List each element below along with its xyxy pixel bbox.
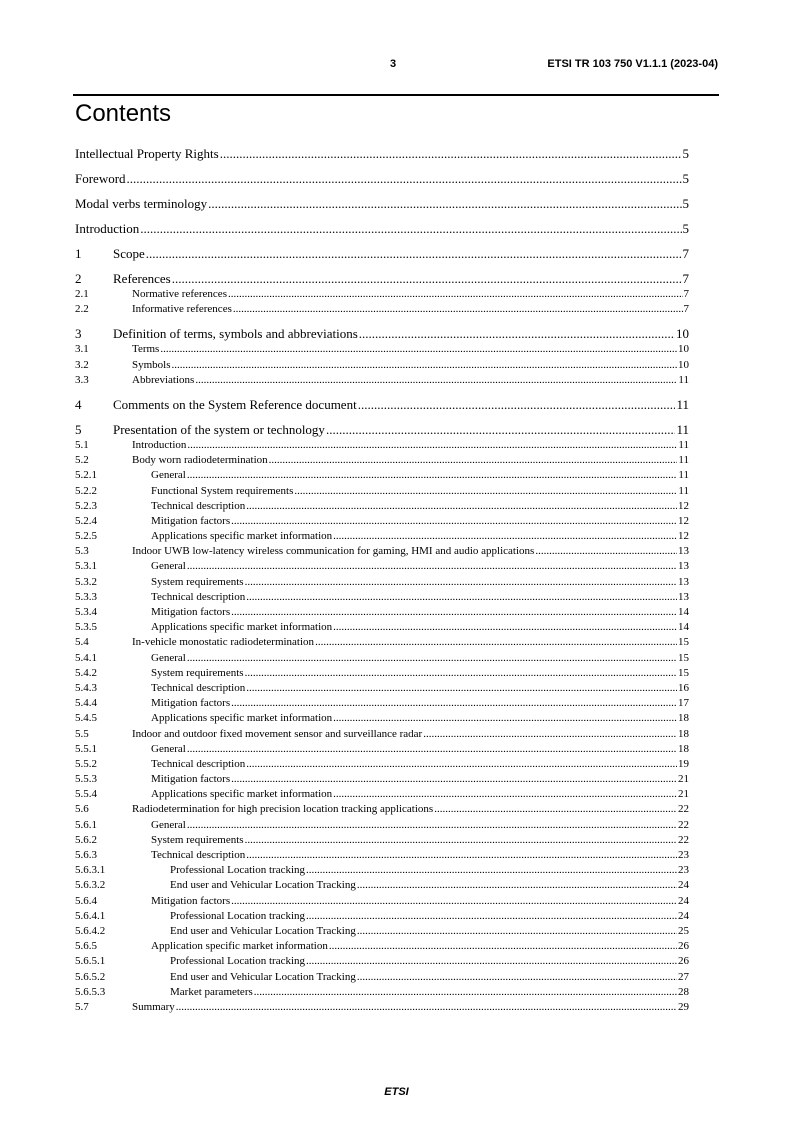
toc-entry-leader — [195, 373, 677, 388]
toc-entry-page: 10 — [678, 343, 689, 356]
toc-entry-number: 2 — [75, 271, 82, 286]
toc-entry-title: Indoor UWB low-latency wireless communication for gaming, HMI and audio applications — [132, 545, 535, 558]
toc-entry-leader — [245, 833, 677, 848]
toc-entry-number: 5.4 — [75, 636, 89, 649]
toc-entry-leader — [306, 863, 677, 878]
toc-entry-title: Presentation of the system or technology — [113, 421, 325, 437]
toc-entry-title: Foreword — [75, 171, 126, 186]
toc-entry[interactable] — [75, 342, 689, 357]
toc-entry-page: 18 — [678, 712, 689, 725]
toc-entry-leader — [187, 818, 677, 833]
toc-entry-leader — [535, 544, 677, 559]
toc-entry-page: 22 — [678, 818, 689, 831]
toc-entry-page: 13 — [678, 560, 689, 573]
toc-entry-number: 5.5.4 — [75, 788, 97, 801]
toc-entry-leader — [231, 514, 677, 529]
toc-entry-leader — [233, 302, 683, 317]
toc-entry-title: Indoor and outdoor fixed movement sensor and surveillance radar — [132, 727, 423, 740]
toc-entry-number: 2.2 — [75, 303, 89, 316]
toc-entry-leader — [333, 529, 677, 544]
toc-entry-page: 7 — [683, 288, 689, 300]
toc-entry-title: End user and Vehicular Location Tracking — [170, 879, 356, 892]
toc-entry-page: 18 — [678, 742, 689, 755]
toc-entry[interactable] — [75, 772, 689, 787]
toc-entry[interactable] — [75, 146, 689, 162]
toc-entry-title: General — [151, 818, 186, 831]
toc-entry-title: Technical description — [151, 757, 246, 770]
toc-entry-title: System requirements — [151, 575, 244, 588]
toc-entry-number: 5.6.4.2 — [75, 924, 106, 937]
toc-entry[interactable] — [75, 970, 689, 985]
toc-entry-page: 19 — [678, 757, 689, 770]
toc-entry[interactable] — [75, 373, 689, 388]
toc-entry-page: 12 — [678, 530, 689, 543]
toc-entry-page: 29 — [678, 1000, 689, 1013]
toc-entry-title: Applications specific market information — [151, 621, 333, 634]
toc-entry-number: 5.2 — [75, 454, 89, 467]
toc-entry-leader — [146, 246, 682, 262]
toc-entry-page: 15 — [678, 666, 689, 679]
toc-entry[interactable] — [75, 499, 689, 514]
page-title: Contents — [75, 100, 172, 127]
toc-entry[interactable] — [75, 909, 689, 924]
toc-entry[interactable] — [75, 326, 689, 342]
toc-entry-title: General — [151, 469, 186, 482]
toc-entry-leader — [187, 651, 677, 666]
table-of-contents — [75, 146, 689, 1015]
toc-entry-leader — [246, 757, 677, 772]
toc-entry-title: Professional Location tracking — [170, 909, 306, 922]
toc-entry[interactable] — [75, 221, 689, 237]
toc-entry-number: 3 — [75, 326, 82, 342]
toc-entry-title: Professional Location tracking — [170, 864, 306, 877]
toc-entry[interactable] — [75, 544, 689, 559]
toc-entry-page: 14 — [678, 606, 689, 618]
toc-entry-leader — [172, 358, 677, 373]
toc-entry-number: 5.2.2 — [75, 484, 97, 497]
toc-entry-page: 7 — [683, 303, 689, 316]
toc-entry-page: 11 — [678, 438, 689, 451]
toc-entry-number: 5.5.2 — [75, 757, 97, 770]
toc-entry-number: 5.4.5 — [75, 712, 97, 725]
toc-entry-page: 5 — [682, 171, 689, 186]
toc-entry-title: Symbols — [132, 358, 171, 371]
toc-entry-leader — [187, 438, 677, 453]
toc-entry[interactable] — [75, 681, 689, 696]
toc-entry-title: Normative references — [132, 288, 227, 300]
toc-entry[interactable] — [75, 666, 689, 681]
toc-entry-page: 5 — [682, 196, 689, 211]
toc-entry-leader — [358, 397, 676, 413]
toc-entry[interactable] — [75, 894, 689, 909]
toc-entry[interactable] — [75, 863, 689, 878]
toc-entry-page: 7 — [682, 271, 689, 286]
toc-entry[interactable] — [75, 196, 689, 212]
toc-entry[interactable] — [75, 848, 689, 863]
toc-entry-number: 5.4.2 — [75, 666, 97, 679]
toc-entry-number: 5.2.1 — [75, 469, 97, 482]
toc-entry-title: Functional System requirements — [151, 484, 294, 497]
toc-entry-number: 5.6.4 — [75, 894, 97, 907]
toc-entry-number: 5.1 — [75, 438, 89, 451]
toc-entry-leader — [315, 635, 677, 650]
toc-entry[interactable] — [75, 575, 689, 590]
toc-entry[interactable] — [75, 635, 689, 650]
toc-entry-number: 5.5.1 — [75, 742, 97, 755]
toc-entry-leader — [187, 559, 677, 574]
toc-entry-leader — [423, 727, 677, 742]
toc-entry-title: Technical description — [151, 499, 246, 512]
toc-entry-title: System requirements — [151, 833, 244, 846]
toc-entry[interactable] — [75, 954, 689, 969]
toc-entry-title: Mitigation factors — [151, 697, 231, 710]
toc-entry[interactable] — [75, 438, 689, 453]
toc-entry-leader — [231, 696, 677, 711]
toc-entry-title: System requirements — [151, 666, 244, 679]
toc-entry-leader — [208, 196, 681, 212]
toc-entry[interactable] — [75, 590, 689, 605]
page-number: 3 — [390, 58, 397, 70]
toc-entry-title: Modal verbs terminology — [75, 196, 208, 211]
toc-entry-leader — [231, 894, 677, 909]
toc-entry-title: Mitigation factors — [151, 606, 231, 618]
toc-entry[interactable] — [75, 802, 689, 817]
toc-entry[interactable] — [75, 246, 689, 262]
toc-entry[interactable] — [75, 711, 689, 726]
toc-entry-title: General — [151, 560, 186, 573]
toc-entry-page: 5 — [682, 221, 689, 236]
toc-entry-page: 12 — [678, 499, 689, 512]
toc-entry-number: 5.3.1 — [75, 560, 97, 573]
toc-entry[interactable] — [75, 271, 689, 287]
toc-entry-page: 11 — [678, 454, 689, 467]
toc-entry-title: Intellectual Property Rights — [75, 146, 219, 161]
toc-entry[interactable] — [75, 529, 689, 544]
toc-entry-page: 16 — [678, 681, 689, 694]
toc-entry-page: 22 — [678, 803, 689, 816]
toc-entry-number: 5.2.5 — [75, 530, 97, 543]
toc-entry-number: 3.3 — [75, 373, 89, 386]
toc-entry-page: 13 — [678, 545, 689, 558]
toc-entry-leader — [294, 484, 677, 499]
toc-entry-leader — [246, 499, 677, 514]
toc-entry-title: Introduction — [132, 438, 187, 451]
toc-entry[interactable] — [75, 302, 689, 317]
toc-entry-number: 5.6.3.1 — [75, 864, 106, 877]
toc-entry[interactable] — [75, 924, 689, 939]
toc-entry-number: 5.3 — [75, 545, 89, 558]
toc-entry-leader — [231, 605, 677, 620]
toc-entry-leader — [176, 1000, 677, 1015]
toc-entry-title: Abbreviations — [132, 373, 195, 386]
toc-entry-title: Application specific market information — [151, 940, 328, 953]
toc-entry-title: Body worn radiodetermination — [132, 454, 268, 467]
toc-entry-leader — [359, 326, 675, 342]
toc-entry[interactable] — [75, 727, 689, 742]
toc-entry-page: 5 — [682, 146, 689, 161]
toc-entry[interactable] — [75, 620, 689, 635]
toc-entry-title: Applications specific market information — [151, 530, 333, 543]
toc-entry-leader — [246, 681, 677, 696]
toc-entry-page: 21 — [678, 788, 689, 801]
toc-entry-leader — [357, 924, 677, 939]
toc-entry-leader — [306, 954, 677, 969]
toc-entry-title: Mitigation factors — [151, 773, 231, 786]
toc-entry-leader — [333, 711, 677, 726]
toc-entry-page: 25 — [678, 924, 689, 937]
toc-entry-number: 5.6.3 — [75, 849, 97, 861]
toc-entry-title: Scope — [113, 246, 145, 261]
toc-entry-title: References — [113, 271, 171, 286]
toc-entry[interactable] — [75, 696, 689, 711]
toc-entry-leader — [246, 590, 677, 605]
toc-entry-leader — [245, 666, 677, 681]
toc-entry-title: Market parameters — [170, 985, 253, 998]
toc-entry[interactable] — [75, 818, 689, 833]
toc-entry-page: 11 — [678, 373, 689, 386]
toc-entry-number: 2.1 — [75, 288, 89, 300]
toc-entry-number: 5.6.5.3 — [75, 985, 106, 998]
toc-entry-leader — [140, 221, 681, 237]
toc-entry-number: 5.3.4 — [75, 606, 97, 618]
toc-entry-title: Mitigation factors — [151, 514, 231, 527]
toc-entry-title: In-vehicle monostatic radiodetermination — [132, 636, 315, 649]
toc-entry-number: 3.1 — [75, 343, 89, 356]
toc-entry-leader — [333, 787, 677, 802]
toc-entry-number: 5.6.5 — [75, 940, 97, 953]
toc-entry[interactable] — [75, 397, 689, 413]
toc-entry-title: Mitigation factors — [151, 894, 231, 907]
toc-entry-title: Radiodetermination for high precision location tracking applications — [132, 803, 434, 816]
toc-entry-page: 18 — [678, 727, 689, 740]
toc-entry-page: 17 — [678, 697, 689, 710]
toc-entry-leader — [228, 287, 683, 302]
toc-entry[interactable] — [75, 878, 689, 893]
toc-entry-page: 15 — [678, 651, 689, 664]
toc-entry-number: 5.2.3 — [75, 499, 97, 512]
toc-entry-number: 5 — [75, 421, 82, 437]
toc-entry-page: 24 — [678, 909, 689, 922]
toc-entry-title: Applications specific market information — [151, 788, 333, 801]
toc-entry-leader — [231, 772, 677, 787]
toc-entry-leader — [333, 620, 677, 635]
toc-entry-number: 5.4.4 — [75, 697, 97, 710]
toc-entry[interactable] — [75, 468, 689, 483]
toc-entry-title: Informative references — [132, 303, 232, 316]
toc-entry-number: 5.6 — [75, 803, 89, 816]
toc-entry[interactable] — [75, 605, 689, 620]
toc-entry-page: 28 — [678, 985, 689, 998]
toc-entry-leader — [434, 802, 677, 817]
toc-entry-title: Technical description — [151, 590, 246, 603]
toc-entry[interactable] — [75, 514, 689, 529]
toc-entry-number: 5.6.3.2 — [75, 879, 106, 892]
toc-entry-number: 5.3.5 — [75, 621, 97, 634]
toc-entry[interactable] — [75, 422, 689, 438]
toc-entry-page: 11 — [678, 484, 689, 497]
toc-entry-leader — [357, 878, 677, 893]
toc-entry[interactable] — [75, 757, 689, 772]
toc-entry-number: 5.3.3 — [75, 590, 97, 603]
toc-entry-title: Technical description — [151, 681, 246, 694]
toc-entry[interactable] — [75, 453, 689, 468]
toc-entry-page: 24 — [678, 894, 689, 907]
toc-entry[interactable] — [75, 559, 689, 574]
toc-entry-title: General — [151, 651, 186, 664]
toc-entry-leader — [172, 271, 682, 287]
toc-entry-page: 27 — [678, 970, 689, 983]
toc-entry-page: 10 — [676, 326, 689, 342]
toc-entry-page: 21 — [678, 773, 689, 786]
toc-entry-leader — [254, 985, 677, 1000]
toc-entry-number: 5.4.3 — [75, 681, 97, 694]
toc-entry-leader — [246, 848, 677, 863]
toc-entry-title: Technical description — [151, 849, 246, 861]
toc-entry-number: 5.6.5.1 — [75, 955, 106, 968]
toc-entry[interactable] — [75, 358, 689, 373]
toc-entry-leader — [187, 468, 678, 483]
toc-entry-page: 15 — [678, 636, 689, 649]
toc-entry[interactable] — [75, 1000, 689, 1015]
toc-entry-number: 5.6.1 — [75, 818, 97, 831]
toc-entry-title: Professional Location tracking — [170, 955, 306, 968]
toc-entry-number: 5.6.2 — [75, 833, 97, 846]
toc-entry-number: 5.4.1 — [75, 651, 97, 664]
toc-entry[interactable] — [75, 742, 689, 757]
toc-entry-page: 22 — [678, 833, 689, 846]
toc-entry-leader — [269, 453, 678, 468]
header-rule — [73, 94, 719, 96]
toc-entry-leader — [357, 970, 677, 985]
toc-entry-number: 5.6.4.1 — [75, 909, 106, 922]
toc-entry-page: 13 — [678, 575, 689, 588]
toc-entry-page: 11 — [678, 469, 689, 482]
toc-entry-title: Definition of terms, symbols and abbreviations — [113, 326, 358, 342]
toc-entry-page: 23 — [678, 849, 689, 861]
toc-entry-title: End user and Vehicular Location Tracking — [170, 924, 356, 937]
toc-entry-page: 12 — [678, 514, 689, 527]
toc-entry[interactable] — [75, 171, 689, 187]
toc-entry[interactable] — [75, 939, 689, 954]
toc-entry-number: 5.6.5.2 — [75, 970, 106, 983]
toc-entry-number: 5.2.4 — [75, 514, 97, 527]
toc-entry[interactable] — [75, 985, 689, 1000]
toc-entry-leader — [160, 342, 677, 357]
toc-entry-number: 5.5 — [75, 727, 89, 740]
toc-entry-page: 11 — [676, 396, 689, 412]
toc-entry-leader — [127, 171, 682, 187]
toc-entry[interactable] — [75, 484, 689, 499]
toc-entry-page: 13 — [678, 590, 689, 603]
toc-entry-page: 7 — [682, 246, 689, 261]
toc-entry-title: Applications specific market information — [151, 712, 333, 725]
footer-logo-text: ETSI — [384, 1086, 409, 1098]
toc-entry-title: End user and Vehicular Location Tracking — [170, 970, 356, 983]
document-reference: ETSI TR 103 750 V1.1.1 (2023-04) — [547, 58, 718, 70]
toc-entry-leader — [329, 939, 677, 954]
toc-entry-leader — [306, 909, 677, 924]
toc-entry-title: Comments on the System Reference document — [113, 396, 357, 412]
toc-entry-page: 11 — [676, 421, 689, 437]
toc-entry-number: 1 — [75, 246, 82, 261]
toc-entry-leader — [220, 146, 682, 162]
toc-entry-leader — [326, 422, 676, 438]
toc-entry-leader — [187, 742, 677, 757]
toc-entry[interactable] — [75, 287, 689, 302]
toc-entry-title: Summary — [132, 1000, 175, 1013]
toc-entry-number: 3.2 — [75, 358, 89, 371]
toc-entry-page: 10 — [678, 358, 689, 371]
toc-entry-page: 26 — [678, 955, 689, 968]
toc-entry[interactable] — [75, 833, 689, 848]
toc-entry-page: 26 — [678, 940, 689, 953]
toc-entry-number: 5.7 — [75, 1000, 89, 1013]
toc-entry-page: 24 — [678, 879, 689, 892]
toc-entry[interactable] — [75, 651, 689, 666]
toc-entry-number: 5.5.3 — [75, 773, 97, 786]
toc-entry-page: 14 — [678, 621, 689, 634]
toc-entry-title: Terms — [132, 343, 160, 356]
toc-entry-number: 5.3.2 — [75, 575, 97, 588]
toc-entry-title: Introduction — [75, 221, 140, 236]
toc-entry-title: General — [151, 742, 186, 755]
toc-entry-page: 23 — [678, 864, 689, 877]
toc-entry-leader — [245, 575, 677, 590]
toc-entry-number: 4 — [75, 396, 82, 412]
toc-entry[interactable] — [75, 787, 689, 802]
